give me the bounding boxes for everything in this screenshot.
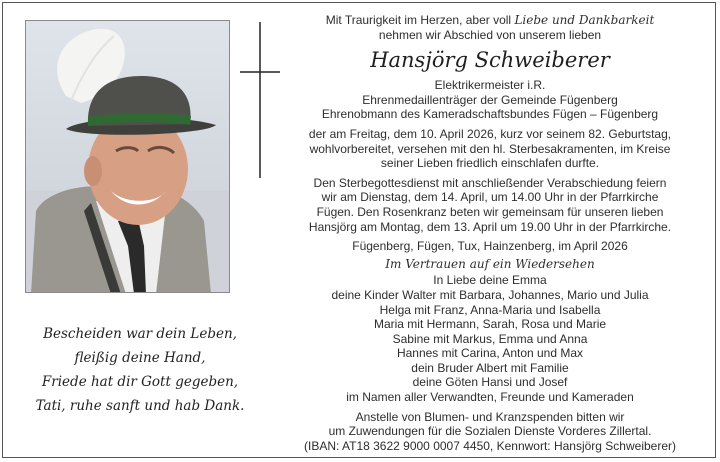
death-notice-line: seiner Lieben friedlich einschlafen durfte. [380, 156, 600, 171]
family-line: Maria mit Hermann, Sarah, Rosa und Marie [373, 317, 607, 332]
family-line: Helga mit Franz, Anna-Maria und Isabella [379, 302, 601, 317]
death-notice-line: wohlvorbereitet, versehen mit den hl. Sterbesakramenten, im Kreise [309, 141, 671, 156]
poem [20, 322, 260, 418]
place-date: Fügenberg, Fügen, Tux, Hainzenberg, im April 2026 [352, 239, 628, 254]
family-line: Hannes mit Carina, Anton und Max [396, 346, 584, 361]
family-line: deine Göten Hansi und Josef [412, 375, 568, 390]
service-line: wir am Dienstag, dem 14. April, um 14.00 Uhr in der Pfarrkirche [321, 190, 659, 205]
poem-line: fleißig deine Hand, [74, 350, 206, 366]
donation-line: (IBAN: AT18 3622 9000 0007 4450, Kennwort: Hansjörg Schweiberer) [304, 438, 676, 453]
title-line: Ehrenobmann des Kameradschaftsbundes Fügen – Fügenberg [321, 107, 659, 122]
portrait-photo [25, 20, 230, 293]
intro-line-2: nehmen wir Abschied von unserem lieben [378, 27, 602, 42]
family-line: Sabine mit Markus, Emma und Anna [392, 331, 588, 346]
title-line: Elektrikermeister i.R. [434, 78, 546, 93]
poem-line: Tati, ruhe sanft und hab Dank. [35, 398, 245, 414]
donation-line: um Zuwendungen für die Sozialen Dienste Vorderes Zillertal. [328, 424, 652, 439]
title-line: Ehrenmedaillenträger der Gemeinde Fügenberg [362, 92, 618, 107]
donation-line: Anstelle von Blumen- und Kranzspenden bitten wir [355, 409, 625, 424]
service-line: Hansjörg am Montag, dem 13. April um 19.00 Uhr in der Pfarrkirche. [308, 219, 672, 234]
cross-icon [240, 20, 280, 180]
poem-line: Friede hat dir Gott gegeben, [41, 374, 239, 390]
intro-line [280, 13, 700, 28]
deceased-name: Hansjörg Schweiberer [370, 48, 610, 73]
service-line: Den Sterbegottesdienst mit anschließender Verabschiedung feiern [313, 175, 667, 190]
family-line: In Liebe deine Emma [433, 273, 547, 288]
intro-text: Mit Traurigkeit im Herzen, aber voll [325, 13, 515, 27]
service-line: Fügen. Den Rosenkranz beten wir gemeinsam für unseren lieben [316, 204, 664, 219]
poem-line: Bescheiden war dein Leben, [43, 326, 237, 342]
family-line: im Namen aller Verwandten, Freunde und Kameraden [346, 390, 634, 405]
notice-text [280, 13, 700, 453]
motto: Im Vertrauen auf ein Wiedersehen [385, 256, 595, 271]
death-notice-line: der am Freitag, dem 10. April 2026, kurz vor seinem 82. Geburtstag, [308, 126, 672, 141]
family-line: deine Kinder Walter mit Barbara, Johannes, Mario und Julia [331, 287, 649, 302]
family-line: dein Bruder Albert mit Familie [411, 360, 569, 375]
intro-script-text: Liebe und Dankbarkeit [514, 13, 655, 27]
